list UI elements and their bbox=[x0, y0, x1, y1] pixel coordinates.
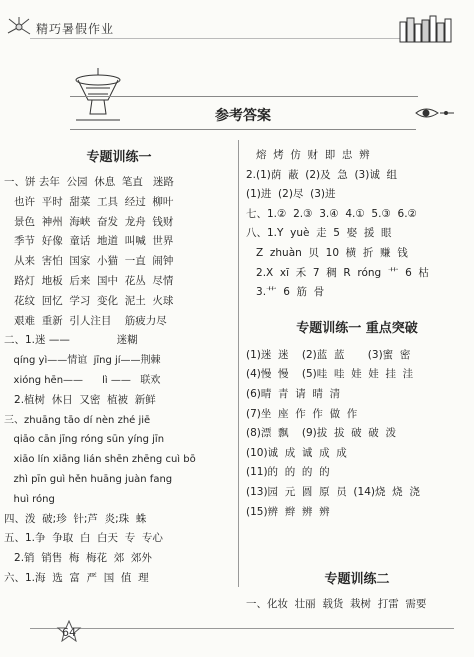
answers-bar-bottom-rule bbox=[70, 129, 416, 130]
answer-line: 2.植树 休日 又密 植被 新鲜 bbox=[4, 393, 156, 406]
answers-bar-top-rule bbox=[70, 96, 418, 97]
header-title: 精巧暑假作业 bbox=[36, 22, 115, 36]
answers-title: 参考答案 bbox=[215, 108, 271, 124]
footer-divider bbox=[30, 628, 454, 629]
right-column bbox=[246, 146, 468, 615]
answer-line: 一、化妆 壮丽 载货 栽树 打雷 需要 bbox=[246, 598, 427, 611]
answer-line: 七、1.② 2.③ 3.④ 4.① 5.③ 6.② bbox=[246, 207, 417, 220]
answer-line: (6)晴 青 请 晴 清 bbox=[246, 387, 341, 400]
pinyin-line: 三、zhuāng tāo dí nèn zhé jiē bbox=[4, 414, 151, 426]
pinyin-line: huì róng bbox=[4, 493, 55, 505]
left-column bbox=[4, 146, 234, 589]
answer-line: 八、1.Y yuè 走 5 娶 援 眼 bbox=[246, 227, 392, 240]
answers-title-bar bbox=[70, 96, 456, 130]
section2-title: 专题训练二 bbox=[324, 572, 390, 588]
answer-line: 四、泼 破;珍 针;芦 炎;珠 蛛 bbox=[4, 512, 147, 525]
answer-line: 3.艹 6 筋 骨 bbox=[246, 286, 325, 299]
answer-line: 熔 烤 仿 财 即 忠 辨 bbox=[246, 149, 370, 161]
flower-icon bbox=[6, 16, 32, 38]
answer-line: (15)辨 辫 辨 辨 bbox=[246, 505, 330, 518]
page-number: 64 bbox=[62, 626, 76, 639]
answer-line: 二、1.迷 —— 迷糊 bbox=[4, 334, 138, 347]
answer-line: 也许 平时 甜菜 工具 经过 柳叶 bbox=[4, 195, 174, 208]
pinyin-line: qíng yì——情谊 jīng jí——荆棘 bbox=[4, 355, 161, 367]
answer-line: 一、饼 去年 公园 休息 笔直 迷路 bbox=[4, 176, 174, 188]
pinyin-line: xiāo lín xiāng lián shēn zhēng cuì bō bbox=[4, 454, 196, 466]
answer-line: (13)园 元 圆 原 员 (14)烧 烧 浇 bbox=[246, 485, 420, 498]
answer-line: (10)诚 成 诚 成 成 bbox=[246, 446, 347, 459]
eye-tag-icon bbox=[414, 104, 456, 122]
answer-line: 艰难 重新 引人注目 筋疲力尽 bbox=[4, 314, 167, 327]
answer-line: 路灯 地板 后来 国中 花丛 尽情 bbox=[4, 274, 174, 287]
books-icon bbox=[398, 14, 454, 44]
answer-line: (11)的 的 的 的 bbox=[246, 466, 330, 479]
answer-line: (4)慢 慢 (5)哇 哇 娃 娃 挂 洼 bbox=[246, 368, 414, 381]
header-divider bbox=[30, 38, 434, 39]
answer-line: 2.X xī 禾 7 稠 R róng 艹 6 枯 bbox=[246, 266, 429, 279]
answer-line: 花纹 回忆 学习 变化 泥土 火球 bbox=[4, 294, 174, 307]
answer-line: (7)坐 座 作 作 做 作 bbox=[246, 407, 358, 420]
pinyin-line: zhì pīn guì hěn huāng juàn fang bbox=[4, 473, 173, 485]
answer-line: 2.(1)荫 蔽 (2)及 急 (3)诚 组 bbox=[246, 168, 398, 181]
pinyin-line: qiāo cān jīng róng sūn yíng jīn bbox=[4, 434, 165, 446]
column-divider bbox=[238, 140, 239, 587]
pinyin-line: xióng hēn—— lì —— 联欢 bbox=[4, 374, 161, 386]
answer-line: 五、1.争 争取 白 白天 专 专心 bbox=[4, 532, 163, 545]
answer-line: 季节 好像 童话 地道 叫喊 世界 bbox=[4, 235, 174, 248]
answer-line: 从来 害怕 国家 小猫 一直 闹钟 bbox=[4, 255, 174, 268]
answer-line: 2.销 销售 梅 梅花 郊 郊外 bbox=[4, 552, 152, 565]
answer-line: (8)漂 飘 (9)拔 拔 破 破 泼 bbox=[246, 427, 396, 440]
left-section-title: 专题训练一 bbox=[86, 150, 152, 165]
answer-line: 六、1.海 选 富 严 国 值 理 bbox=[4, 571, 156, 584]
breakthrough-section-title: 专题训练一 重点突破 bbox=[296, 320, 418, 336]
answer-line: 景色 神州 海峡 奋发 龙舟 钱财 bbox=[4, 215, 174, 228]
answer-line: (1)迷 迷 (2)蓝 蓝 (3)蜜 密 bbox=[246, 348, 411, 361]
answer-line: Z zhuàn 贝 10 横 折 赚 钱 bbox=[246, 246, 408, 259]
answer-line: (1)进 (2)尽 (3)进 bbox=[246, 188, 336, 201]
